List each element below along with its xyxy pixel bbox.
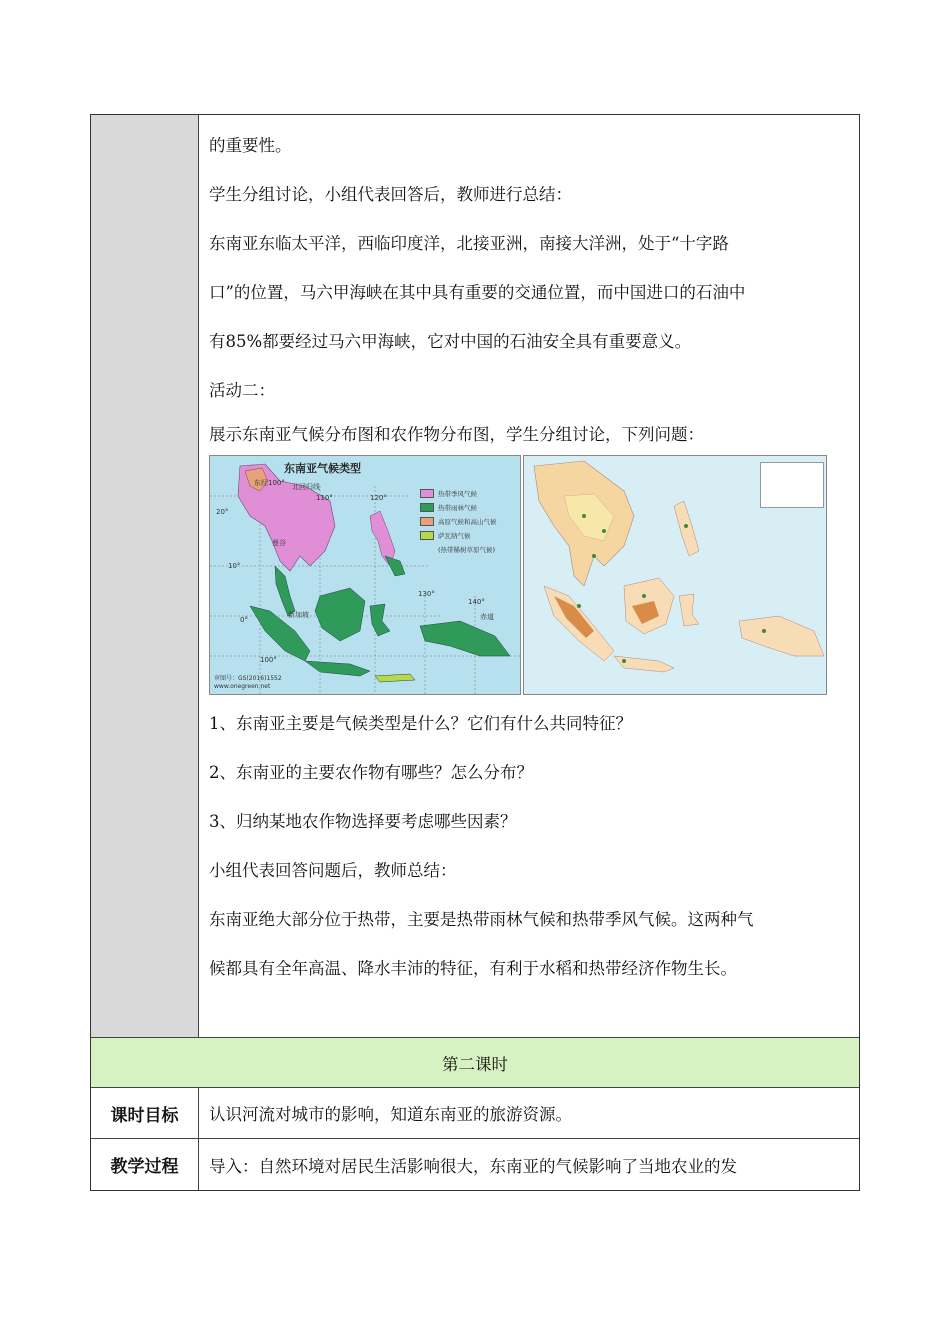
row-text: 导入：自然环境对居民生活影响很大，东南亚的气候影响了当地农业的发 (209, 1156, 737, 1176)
paragraph: 小组代表回答问题后，教师总结： (209, 861, 457, 880)
process-row (91, 1139, 859, 1190)
map-label: 10° (228, 562, 241, 570)
map-watermark: 审图号：GS(2016)1552 www.onegreen.net (214, 675, 282, 690)
map-label: 曼谷 (272, 539, 286, 547)
question: 3、归纳某地农作物选择要考虑哪些因素？ (209, 812, 517, 831)
map-label: 100° (260, 656, 277, 664)
lesson-table (90, 114, 860, 1191)
section-title: 第二课时 (442, 1054, 508, 1074)
paragraph: 口”的位置，马六甲海峡在其中具有重要的交通位置，而中国进口的石油中 (209, 283, 746, 302)
map-label: 北回归线 (292, 483, 320, 491)
paragraph: 有85%都要经过马六甲海峡，它对中国的石油安全具有重要意义。 (209, 332, 692, 351)
paragraph: 东南亚东临太平洋，西临印度洋，北接亚洲，南接大洋洲，处于“十字路 (209, 234, 729, 253)
question: 2、东南亚的主要农作物有哪些？怎么分布？ (209, 763, 533, 782)
paragraph: 学生分组讨论，小组代表回答后，教师进行总结： (209, 185, 572, 204)
map-label: 140° (468, 598, 485, 606)
climate-map (209, 455, 521, 695)
row-label: 教学过程 (91, 1139, 199, 1190)
question: 1、东南亚主要是气候类型是什么？它们有什么共同特征？ (209, 714, 632, 733)
map-label: 东经100° (254, 479, 285, 487)
legend-item: 高原气候和高山气候 (420, 514, 497, 528)
map-label: 赤道 (480, 613, 494, 621)
map-label: 120° (370, 494, 387, 502)
paragraph: 活动二： (209, 381, 275, 400)
climate-map-legend (420, 486, 497, 556)
maps-figure (209, 455, 845, 695)
paragraph: 东南亚绝大部分位于热带，主要是热带雨林气候和热带季风气候。这两种气 (209, 910, 754, 929)
legend-item: (热带稀树草原气候) (438, 545, 496, 554)
legend-item: 萨瓦纳气候 (420, 528, 497, 542)
section-header-row (91, 1038, 859, 1088)
paragraph: 展示东南亚气候分布图和农作物分布图，学生分组讨论，下列问题： (209, 425, 704, 444)
map-label: 110° (316, 494, 333, 502)
goal-row (91, 1088, 859, 1139)
map-label: 0° (240, 616, 248, 624)
paragraph: 候都具有全年高温、降水丰沛的特征，有利于水稻和热带经济作物生长。 (209, 959, 737, 978)
row-label-empty (91, 115, 199, 1037)
activity-content (199, 115, 859, 1037)
crop-map-legend (760, 462, 824, 508)
row-text: 认识河流对城市的影响，知道东南亚的旅游资源。 (209, 1105, 572, 1124)
map-label: 20° (216, 508, 229, 516)
row-label: 课时目标 (91, 1088, 199, 1138)
climate-map-title: 东南亚气候类型 (284, 462, 361, 475)
map-label: 130° (418, 590, 435, 598)
legend-item: 热带雨林气候 (420, 500, 497, 514)
paragraph: 的重要性。 (209, 136, 292, 155)
legend-item: 热带季风气候 (420, 486, 497, 500)
map-label: 新加坡 (288, 611, 309, 619)
activity-row (91, 115, 859, 1038)
crop-map (523, 455, 827, 695)
